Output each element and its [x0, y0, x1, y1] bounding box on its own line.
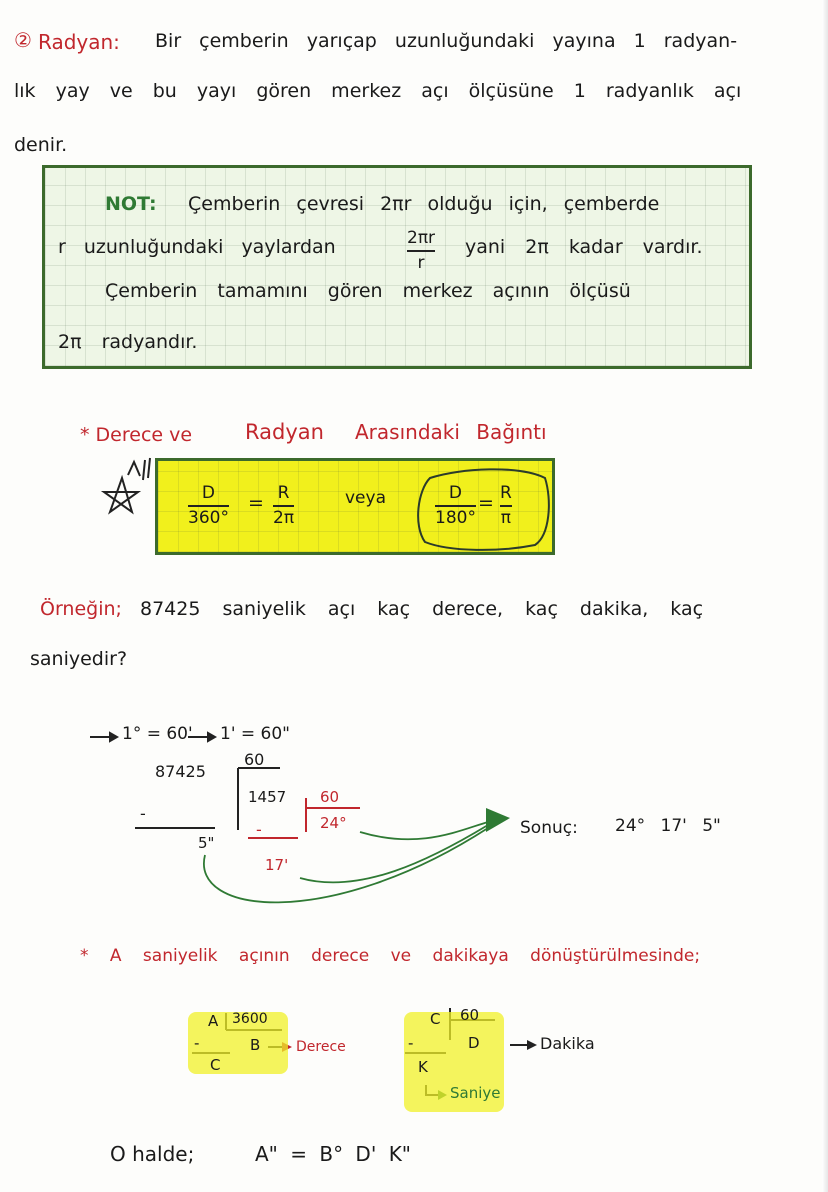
numerator: R	[273, 485, 294, 507]
formula-r-pi	[500, 485, 512, 527]
conversion-heading: * A saniyelik açının derece ve dakikaya dönüştürülmesinde;	[80, 946, 701, 966]
divisor-2: 60	[320, 788, 340, 806]
fraction-numerator: 2πr	[407, 230, 435, 252]
divisor-3600: 3600	[232, 1011, 268, 1027]
formula-d-360	[188, 485, 229, 527]
var-c-2: C	[430, 1010, 441, 1028]
remainder-seconds: 5"	[198, 834, 215, 852]
star-icon	[104, 458, 150, 512]
note-line-2b: yani 2π kadar vardır.	[465, 236, 703, 258]
result-arrows	[204, 822, 488, 902]
denominator: π	[500, 508, 512, 528]
definition-line-1: Bir çemberin yarıçap uzunluğundaki yayına 1 radyan-	[155, 30, 738, 52]
denominator: 180°	[435, 508, 476, 528]
formula-r-2pi	[273, 485, 294, 527]
definition-term: Radyan:	[38, 30, 120, 54]
fraction-denominator: r	[417, 253, 425, 273]
divisor-1: 60	[244, 750, 265, 769]
relation-heading-c: Arasındaki Bağıntı	[355, 420, 547, 444]
var-c: C	[210, 1056, 221, 1074]
note-line-4: 2π radyandır.	[58, 331, 198, 353]
dakika-arrow-head-icon	[527, 1040, 537, 1050]
definition-line-3: denir.	[14, 134, 68, 156]
var-d: D	[468, 1034, 480, 1052]
denominator: 360°	[188, 508, 229, 528]
denominator: 2π	[273, 508, 295, 528]
section-number: ②	[14, 28, 32, 52]
note-line-1: Çemberin çevresi 2πr olduğu için, çemberde	[188, 193, 660, 215]
example-line-1: 87425 saniyelik açı kaç derece, kaç dakika, kaç	[140, 598, 704, 620]
or-text: veya	[345, 488, 386, 508]
note-line-2a: r uzunluğundaki yaylardan	[58, 236, 336, 258]
quotient-degrees: 24°	[320, 814, 347, 832]
minus-sign: -	[408, 1034, 414, 1052]
conclusion-label: O halde;	[110, 1142, 195, 1166]
var-b: B	[250, 1036, 261, 1054]
minus-sign: -	[194, 1034, 200, 1052]
minus-sign-red: -	[256, 820, 262, 839]
note-label: NOT:	[105, 193, 157, 215]
arrow-head-icon	[486, 808, 510, 832]
derece-label: Derece	[296, 1039, 346, 1055]
dakika-label: Dakika	[540, 1034, 595, 1053]
quotient-1: 1457	[248, 788, 287, 806]
var-k: K	[418, 1058, 428, 1076]
result-label: Sonuç:	[520, 818, 578, 838]
numerator: D	[188, 485, 229, 507]
rule-minute-second: 1' = 60"	[220, 724, 290, 744]
relation-heading-b: Radyan	[245, 420, 324, 444]
remainder-minutes: 17'	[265, 856, 289, 874]
equals-sign: =	[248, 492, 264, 514]
conclusion-formula: A" = B° D' K"	[255, 1142, 412, 1166]
dividend: 87425	[155, 762, 206, 781]
result-value: 24° 17' 5"	[615, 816, 721, 836]
saniye-label: Saniye	[450, 1084, 501, 1102]
minus-sign: -	[140, 804, 146, 823]
example-line-2: saniyedir?	[30, 648, 128, 670]
numerator: R	[500, 485, 512, 507]
note-line-3: Çemberin tamamını gören merkez açının ölçüsü	[105, 280, 631, 302]
definition-line-2: lık yay ve bu yayı gören merkez açı ölçüsüne 1 radyanlık açı	[14, 80, 742, 102]
var-a: A	[208, 1012, 219, 1030]
example-label: Örneğin;	[40, 598, 122, 620]
relation-heading-a: * Derece ve	[80, 424, 193, 446]
divisor-60: 60	[460, 1006, 480, 1024]
numerator: D	[435, 485, 476, 507]
equals-sign: =	[478, 492, 494, 514]
formula-d-180	[435, 485, 476, 527]
rule-degree-minute: 1° = 60'	[122, 724, 193, 744]
